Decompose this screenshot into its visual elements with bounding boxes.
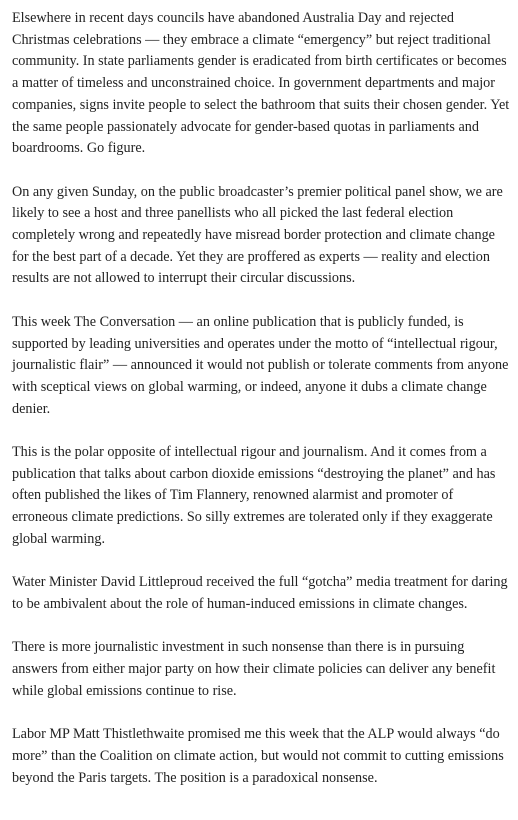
- article-body: [12, 8, 510, 811]
- article-paragraph: Elsewhere in recent days councils have abandoned Australia Day and rejected Christmas celebrations — they embrace a climate “emergency” but reject traditional community. In state parliaments gender is eradicated from birth certificates or becomes a matter of timeless and unconstrained choice. In government departments and major companies, signs invite people to select the bathroom that suits their chosen gender. Yet the same people passionately advocate for gender-based quotas in parliaments and boardrooms. Go figure.: [12, 10, 510, 157]
- article-paragraph: On any given Sunday, on the public broadcaster’s premier political panel show, we are likely to see a host and three panellists who all picked the last federal election completely wrong and repeatedly have misread border protection and climate change for the best part of a decade. Yet they are proffered as experts — reality and election results are not allowed to interrupt their circular discussions.: [12, 183, 503, 287]
- article-paragraph: Water Minister David Littleproud received the full “gotcha” media treatment for daring to be ambivalent about the role of human-induced emissions in climate changes.: [12, 574, 508, 612]
- article-paragraph: This is the polar opposite of intellectual rigour and journalism. And it comes from a publication that talks about carbon dioxide emissions “destroying the planet” and has often published the likes of Tim Flannery, renowned alarmist and promoter of erroneous climate predictions. So silly extremes are tolerated only if they exaggerate global warming.: [12, 444, 496, 547]
- article-paragraph: This week The Conversation — an online publication that is publicly funded, is supported by leading universities and operates under the motto of “intellectual rigour, journalistic flair” — announced it would not publish or tolerate comments from anyone with sceptical views on global warming, or indeed, anyone it dubs a climate change denier.: [12, 313, 509, 417]
- article-paragraph: Labor MP Matt Thistlethwaite promised me this week that the ALP would always “do more” than the Coalition on climate action, but would not commit to cutting emissions beyond the Paris targets. The position is a paradoxical nonsense.: [12, 726, 504, 786]
- article-paragraph: There is more journalistic investment in such nonsense than there is in pursuing answers from either major party on how their climate policies can deliver any benefit while global emissions continue to rise.: [12, 639, 496, 699]
